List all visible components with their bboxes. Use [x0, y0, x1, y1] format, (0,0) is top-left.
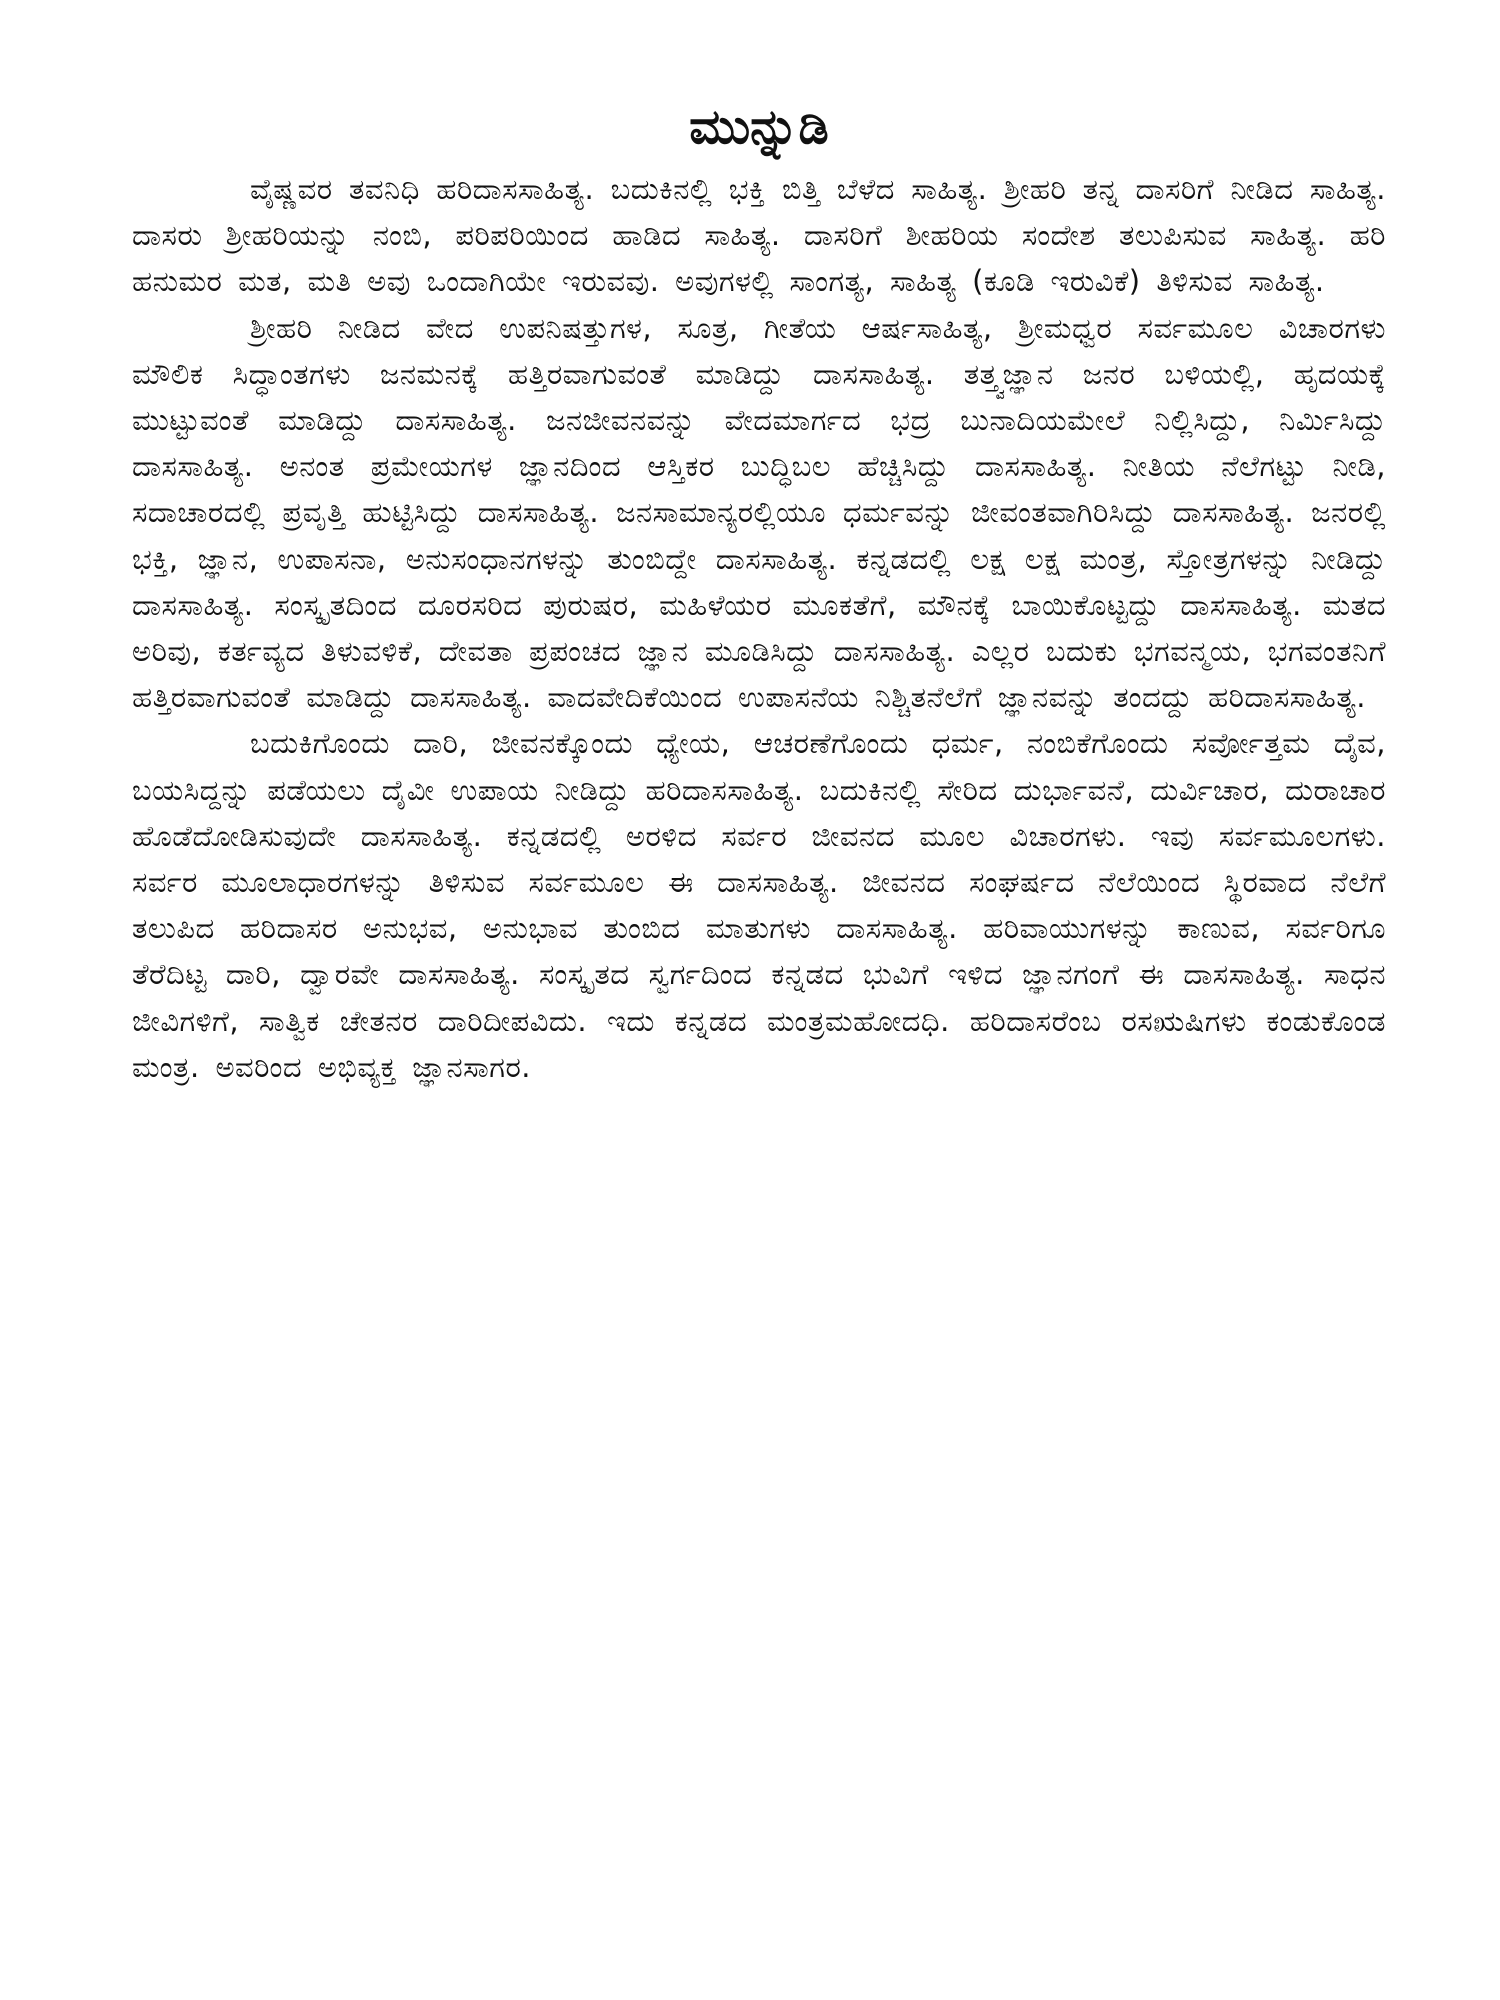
document-page — [132, 92, 1386, 1090]
paragraph-3: ಬದುಕಿಗೊಂದು ದಾರಿ, ಜೀವನಕ್ಕೊಂದು ಧ್ಯೇಯ, ಆಚರಣೆಗೊಂದು ಧರ್ಮ, ನಂಬಿಕೆಗೊಂದು ಸರ್ವೋತ್ತಮ ದೈವ, ಬಯಸಿದ್ದನ್ನು ಪಡೆಯಲು ದೈವೀ ಉಪಾಯ ನೀಡಿದ್ದು ಹರಿದಾಸಸಾಹಿತ್ಯ. ಬದುಕಿನಲ್ಲಿ ಸೇರಿದ ದುರ್ಭಾವನೆ, ದುರ್ವಿಚಾರ, ದುರಾಚಾರ ಹೊಡೆದೋಡಿಸುವುದೇ ದಾಸಸಾಹಿತ್ಯ. ಕನ್ನಡದಲ್ಲಿ ಅರಳಿದ ಸರ್ವರ ಜೀವನದ ಮೂಲ ವಿಚಾರಗಳು. ಇವು ಸರ್ವಮೂಲಗಳು. ಸರ್ವರ ಮೂಲಾಧಾರಗಳನ್ನು ತಿಳಿಸುವ ಸರ್ವಮೂಲ ಈ ದಾಸಸಾಹಿತ್ಯ. ಜೀವನದ ಸಂಘರ್ಷದ ನೆಲೆಯಿಂದ ಸ್ಥಿರವಾದ ನೆಲೆಗೆ ತಲುಪಿದ ಹರಿದಾಸರ ಅನುಭವ, ಅನುಭಾವ ತುಂಬಿದ ಮಾತುಗಳು ದಾಸಸಾಹಿತ್ಯ. ಹರಿವಾಯುಗಳನ್ನು ಕಾಣುವ, ಸರ್ವರಿಗೂ ತೆರೆದಿಟ್ಟ ದಾರಿ, ದ್ವಾರವೇ ದಾಸಸಾಹಿತ್ಯ. ಸಂಸ್ಕೃತದ ಸ್ವರ್ಗದಿಂದ ಕನ್ನಡದ ಭುವಿಗೆ ಇಳಿದ ಜ್ಞಾನಗಂಗೆ ಈ ದಾಸಸಾಹಿತ್ಯ. ಸಾಧನ ಜೀವಿಗಳಿಗೆ, ಸಾತ್ವಿಕ ಚೇತನರ ದಾರಿದೀಪವಿದು. ಇದು ಕನ್ನಡದ ಮಂತ್ರಮಹೋದಧಿ. ಹರಿದಾಸರೆಂಬ ರಸಋಷಿಗಳು ಕಂಡುಕೊಂಡ ಮಂತ್ರ. ಅವರಿಂದ ಅಭಿವ್ಯಕ್ತ ಜ್ಞಾನಸಾಗರ. — [132, 726, 1386, 1084]
page-title: ಮುನ್ನುಡಿ — [689, 99, 829, 155]
paragraph-2: ಶ್ರೀಹರಿ ನೀಡಿದ ವೇದ ಉಪನಿಷತ್ತುಗಳ, ಸೂತ್ರ, ಗೀತೆಯ ಆರ್ಷಸಾಹಿತ್ಯ, ಶ್ರೀಮಧ್ವರ ಸರ್ವಮೂಲ ವಿಚಾರಗಳು ಮೌಲಿಕ ಸಿದ್ಧಾಂತಗಳು ಜನಮನಕ್ಕೆ ಹತ್ತಿರವಾಗುವಂತೆ ಮಾಡಿದ್ದು ದಾಸಸಾಹಿತ್ಯ. ತತ್ತ್ವಜ್ಞಾನ ಜನರ ಬಳಿಯಲ್ಲಿ, ಹೃದಯಕ್ಕೆ ಮುಟ್ಟುವಂತೆ ಮಾಡಿದ್ದು ದಾಸಸಾಹಿತ್ಯ. ಜನಜೀವನವನ್ನು ವೇದಮಾರ್ಗದ ಭದ್ರ ಬುನಾದಿಯಮೇಲೆ ನಿಲ್ಲಿಸಿದ್ದು, ನಿರ್ಮಿಸಿದ್ದು ದಾಸಸಾಹಿತ್ಯ. ಅನಂತ ಪ್ರಮೇಯಗಳ ಜ್ಞಾನದಿಂದ ಆಸ್ತಿಕರ ಬುದ್ಧಿಬಲ ಹೆಚ್ಚಿಸಿದ್ದು ದಾಸಸಾಹಿತ್ಯ. ನೀತಿಯ ನೆಲೆಗಟ್ಟು ನೀಡಿ, ಸದಾಚಾರದಲ್ಲಿ ಪ್ರವೃತ್ತಿ ಹುಟ್ಟಿಸಿದ್ದು ದಾಸಸಾಹಿತ್ಯ. ಜನಸಾಮಾನ್ಯರಲ್ಲಿಯೂ ಧರ್ಮವನ್ನು ಜೀವಂತವಾಗಿರಿಸಿದ್ದು ದಾಸಸಾಹಿತ್ಯ. ಜನರಲ್ಲಿ ಭಕ್ತಿ, ಜ್ಞಾನ, ಉಪಾಸನಾ, ಅನುಸಂಧಾನಗಳನ್ನು ತುಂಬಿದ್ದೇ ದಾಸಸಾಹಿತ್ಯ. ಕನ್ನಡದಲ್ಲಿ ಲಕ್ಷ ಲಕ್ಷ ಮಂತ್ರ, ಸ್ತೋತ್ರಗಳನ್ನು ನೀಡಿದ್ದು ದಾಸಸಾಹಿತ್ಯ. ಸಂಸ್ಕೃತದಿಂದ ದೂರಸರಿದ ಪುರುಷರ, ಮಹಿಳೆಯರ ಮೂಕತೆಗೆ, ಮೌನಕ್ಕೆ ಬಾಯಿಕೊಟ್ಟದ್ದು ದಾಸಸಾಹಿತ್ಯ. ಮತದ ಅರಿವು, ಕರ್ತವ್ಯದ ತಿಳುವಳಿಕೆ, ದೇವತಾ ಪ್ರಪಂಚದ ಜ್ಞಾನ ಮೂಡಿಸಿದ್ದು ದಾಸಸಾಹಿತ್ಯ. ಎಲ್ಲರ ಬದುಕು ಭಗವನ್ಮಯ, ಭಗವಂತನಿಗೆ ಹತ್ತಿರವಾಗುವಂತೆ ಮಾಡಿದ್ದು ದಾಸಸಾಹಿತ್ಯ. ವಾದವೇದಿಕೆಯಿಂದ ಉಪಾಸನೆಯ ನಿಶ್ಚಿತನೆಲೆಗೆ ಜ್ಞಾನವನ್ನು ತಂದದ್ದು ಹರಿದಾಸಸಾಹಿತ್ಯ. — [132, 310, 1386, 715]
paragraph-1: ವೈಷ್ಣವರ ತವನಿಧಿ ಹರಿದಾಸಸಾಹಿತ್ಯ. ಬದುಕಿನಲ್ಲಿ ಭಕ್ತಿ ಬಿತ್ತಿ ಬೆಳೆದ ಸಾಹಿತ್ಯ. ಶ್ರೀಹರಿ ತನ್ನ ದಾಸರಿಗೆ ನೀಡಿದ ಸಾಹಿತ್ಯ. ದಾಸರು ಶ್ರೀಹರಿಯನ್ನು ನಂಬಿ, ಪರಿಪರಿಯಿಂದ ಹಾಡಿದ ಸಾಹಿತ್ಯ. ದಾಸರಿಗೆ ಶೀಹರಿಯ ಸಂದೇಶ ತಲುಪಿಸುವ ಸಾಹಿತ್ಯ. ಹರಿ ಹನುಮರ ಮತ, ಮತಿ ಅವು ಒಂದಾಗಿಯೇ ಇರುವವು. ಅವುಗಳಲ್ಲಿ ಸಾಂಗತ್ಯ, ಸಾಹಿತ್ಯ (ಕೂಡಿ ಇರುವಿಕೆ) ತಿಳಿಸುವ ಸಾಹಿತ್ಯ. — [132, 172, 1386, 299]
